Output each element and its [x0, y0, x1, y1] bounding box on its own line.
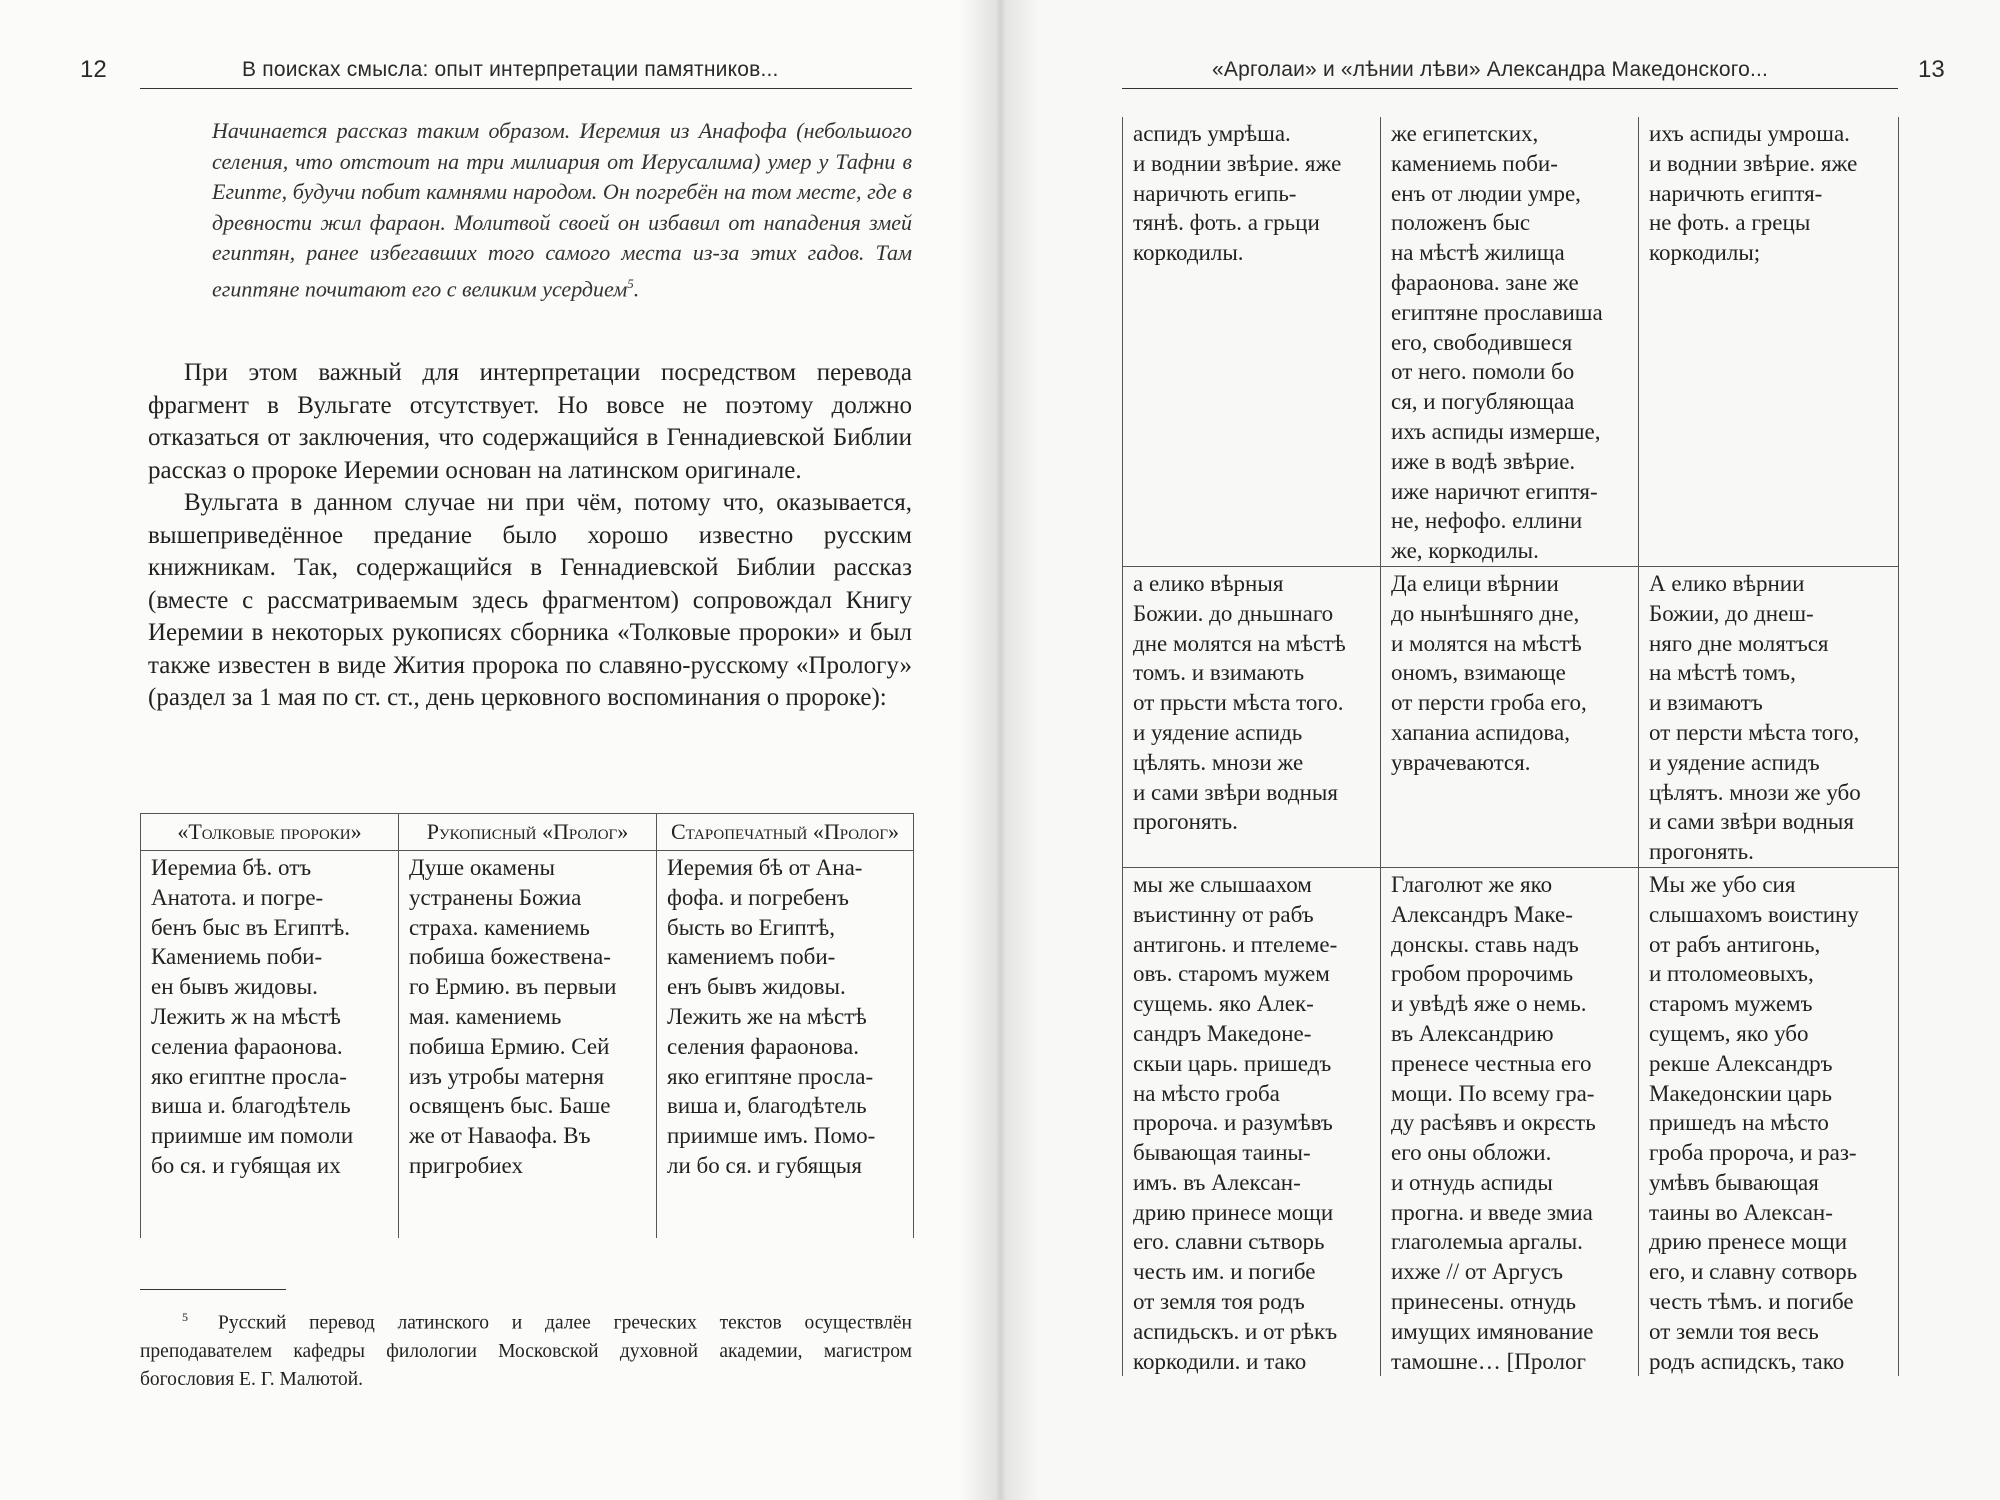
quote-text: Начинается рассказ таким образом. Иеремия из Анафофа (небольшого селения, что отстоит на три милиария от Иерусалима) умер у Тафни в Египте, будучи побит камнями народом. Он погребён на том месте, где в древности жил фараон. Молитвой своей он избавил от нападения змей египтян, ранее избегавших того самого места из-за этих гадов. Там египтяне почитают его с великим усердием	[212, 118, 912, 301]
cell-line: его оны обложи.	[1391, 1140, 1552, 1166]
cell-line: имущих имянование	[1391, 1318, 1594, 1344]
cell-line: ихже // от Аргусъ	[1391, 1259, 1564, 1285]
cell-line: на мѣстѣ томъ,	[1649, 660, 1796, 686]
cell-line: Глаголют же яко	[1391, 871, 1553, 897]
cell-line: же, коркодилы.	[1391, 538, 1539, 564]
table-cell	[1639, 566, 1899, 867]
cell-line: от земли тоя весь	[1649, 1318, 1819, 1344]
cell-line: мощи. По всему гра-	[1391, 1080, 1595, 1106]
cell-line: его, свободившеся	[1391, 329, 1573, 355]
table-row	[1123, 117, 1899, 566]
cell-line: рекше Александръ	[1649, 1050, 1833, 1076]
cell-line: коркодилы;	[1649, 240, 1761, 266]
cell-line: приимше имъ. Помо-	[667, 1123, 876, 1149]
cell-line: А елико вѣрнии	[1649, 570, 1805, 596]
table-cell	[1381, 867, 1639, 1376]
cell-line: тянѣ. фоть. а грьци	[1133, 210, 1320, 236]
cell-line: же египетских,	[1391, 121, 1539, 146]
column-header: Старопечатный «Пролог»	[657, 814, 914, 851]
cell-line: яко египтяне просла-	[667, 1063, 874, 1089]
column-header: «Толковые пророки»	[141, 814, 399, 851]
footnote	[140, 1303, 912, 1394]
table-cell	[1123, 117, 1381, 566]
cell-line: бывающая таины-	[1133, 1140, 1311, 1166]
cell-line: ли бо ся. и губящыя	[667, 1152, 862, 1178]
cell-line: камениемь поби-	[1391, 150, 1558, 176]
cell-line: и молятся на мѣстѣ	[1391, 630, 1582, 656]
cell-line: го Ермию. въ первыи	[409, 974, 617, 1000]
cell-line: виша и, благодѣтель	[667, 1093, 867, 1119]
cell-line: же от Наваофа. Въ	[409, 1123, 591, 1149]
paragraph: Вульгата в данном случае ни при чём, потому что, оказывается, вышеприведённое предание было хорошо известно русским книжникам. Так, содержащийся в Геннадиевской Библии рассказ (вместе с рассматриваемым здесь фрагментом) сопровождал Книгу Иеремии в некоторых рукописях сборника «Толковые пророки» и был также известен в виде Жития пророка по славяно-русскому «Прологу» (раздел за 1 мая по ст. ст., день церковного воспоминания о пророке):	[148, 489, 912, 711]
table-cell	[1381, 117, 1639, 566]
cell-line: пренесе честныа его	[1391, 1050, 1592, 1076]
cell-line: не, нефофо. еллини	[1391, 508, 1583, 534]
cell-line: дне молятся на мѣстѣ	[1133, 630, 1346, 656]
cell-line: и уядение аспидъ	[1649, 749, 1820, 775]
quote-end: .	[633, 275, 640, 301]
cell-line: от персти мѣста того,	[1649, 719, 1860, 745]
cell-line: тамошне… [Пролог	[1391, 1348, 1586, 1374]
table-row	[1123, 867, 1899, 1376]
cell-line: овъ. старомъ мужем	[1133, 961, 1330, 987]
cell-line: въ Александрию	[1391, 1020, 1554, 1046]
cell-line: цѣлятъ. мнози же убо	[1649, 779, 1861, 805]
cell-line: египтяне прославиша	[1391, 299, 1603, 325]
cell-line: гроба пророча, и раз-	[1649, 1140, 1857, 1166]
cell-line: изъ утробы матерня	[409, 1063, 605, 1089]
cell-line: ду расѣявъ и окрєсть	[1391, 1110, 1596, 1136]
cell-line: мы же слышаахом	[1133, 871, 1312, 897]
cell-line: на мѣстѣ жилища	[1391, 240, 1565, 266]
cell-line: Александръ Маке-	[1391, 901, 1573, 927]
table-header-row	[141, 814, 914, 851]
cell-line: имъ. въ Алексан-	[1133, 1169, 1301, 1195]
cell-line: иже наричют египтя-	[1391, 478, 1598, 504]
footnote-ref[interactable]: 5	[627, 275, 634, 291]
cell-line: Лежить же на мѣстѣ	[667, 1003, 867, 1029]
cell-line: ся, и погубляющаа	[1391, 389, 1575, 415]
page-number: 12	[80, 56, 107, 83]
cell-line: пророча. и разумѣвъ	[1133, 1110, 1333, 1136]
cell-line: коркодилы.	[1133, 240, 1244, 266]
cell-line: пригробиех	[409, 1152, 523, 1178]
cell-line: приимше им помоли	[151, 1123, 354, 1149]
cell-line: няго дне молятъся	[1649, 630, 1829, 656]
cell-line: селениа фараонова.	[151, 1033, 343, 1059]
cell-line: и отнудь аспиды	[1391, 1169, 1553, 1195]
cell-line: Божии. до дньшнаго	[1133, 600, 1334, 626]
cell-line: антигонь. и птелеме-	[1133, 931, 1338, 957]
cell-line: Душе окамены	[409, 855, 555, 880]
cell-line: томъ. и взимають	[1133, 660, 1305, 686]
cell-line: ен бывъ жидовы.	[151, 974, 318, 1000]
cell-line: сущемь. яко Алек-	[1133, 991, 1314, 1017]
table-cell	[399, 851, 657, 1239]
table-row	[141, 851, 914, 1239]
cell-line: от земля тоя родъ	[1133, 1289, 1305, 1315]
cell-line: честь им. и погибе	[1133, 1259, 1316, 1285]
comparison-table-continued	[1122, 117, 1899, 1376]
cell-line: яко египтне просла-	[151, 1063, 347, 1089]
cell-line: устранены Божиа	[409, 884, 582, 910]
header-rule	[140, 88, 912, 89]
cell-line: бысть во Египтѣ,	[667, 914, 835, 940]
cell-line: цѣлять. мнози же	[1133, 749, 1304, 775]
cell-line: бо ся. и губящая их	[151, 1152, 341, 1178]
footnote-text: Русский перевод латинского и далее греческих текстов осуществлён преподавателем кафедры филологии Московской духовной академии, магистром богословия Е. Г. Малютой.	[140, 1312, 912, 1390]
cell-line: Божии, до днеш-	[1649, 600, 1814, 626]
cell-line: донскы. ставь надъ	[1391, 931, 1579, 957]
cell-line: и воднии звѣрие. яже	[1133, 150, 1342, 176]
table-cell	[1123, 566, 1381, 867]
cell-line: побиша божествена-	[409, 944, 611, 970]
cell-line: глаголемыа аргалы.	[1391, 1229, 1583, 1255]
running-head: «Арголаи» и «лѣнии лѣви» Александра Македонского...	[1212, 58, 1769, 81]
cell-line: страха. камениемь	[409, 914, 590, 940]
cell-line: наричють египтя-	[1649, 180, 1823, 206]
cell-line: и уядение аспидь	[1133, 719, 1303, 745]
cell-line: аспидьскъ. и от рѣкъ	[1133, 1318, 1338, 1344]
table-cell	[1639, 867, 1899, 1376]
cell-line: Да елици вѣрнии	[1391, 570, 1559, 596]
cell-line: слышахомъ воистину	[1649, 901, 1859, 927]
cell-line: побиша Ермию. Сей	[409, 1033, 610, 1059]
cell-line: таины во Алексан-	[1649, 1199, 1833, 1225]
cell-line: ихъ аспиды измерше,	[1391, 418, 1601, 444]
cell-line: от него. помоли бо	[1391, 359, 1575, 385]
cell-line: старомъ мужемъ	[1649, 991, 1813, 1017]
cell-line: от рабъ антигонь,	[1649, 931, 1821, 957]
cell-line: и сами звѣри водныя	[1133, 779, 1338, 805]
cell-line: Камениемь поби-	[151, 944, 323, 970]
cell-line: умѣвъ бывающая	[1649, 1169, 1819, 1195]
cell-line: енъ от людии умре,	[1391, 180, 1581, 206]
table-cell	[1123, 867, 1381, 1376]
table-cell	[1381, 566, 1639, 867]
cell-line: пришедъ на мѣсто	[1649, 1110, 1829, 1136]
cell-line: и сами звѣри водныя	[1649, 809, 1854, 835]
cell-line: хапаниа аспидова,	[1391, 719, 1570, 745]
cell-line: бенъ быс въ Египтѣ.	[151, 914, 350, 940]
cell-line: въистинну от рабъ	[1133, 901, 1314, 927]
cell-line: его, и славну сотворь	[1649, 1259, 1858, 1285]
cell-line: прогна. и введе змиа	[1391, 1199, 1593, 1225]
cell-line: прогонять.	[1649, 839, 1754, 865]
cell-line: фараонова. зане же	[1391, 269, 1579, 295]
cell-line: честь тѣмъ. и погибе	[1649, 1289, 1854, 1315]
cell-line: его. славни сътворь	[1133, 1229, 1325, 1255]
cell-line: дрию пренесе мощи	[1649, 1229, 1848, 1255]
comparison-table	[140, 813, 914, 1238]
cell-line: коркодили. и тако	[1133, 1348, 1307, 1374]
paragraph: При этом важный для интерпретации посредством перевода фрагмент в Вульгате отсутствует. Но вовсе не поэтому должно отказаться от заключения, что содержащийся в Геннадиевской Библии рассказ о пророке Иеремии основан на латинском оригинале.	[148, 359, 912, 484]
cell-line: на мѣсто гроба	[1133, 1080, 1280, 1106]
table-cell	[1639, 117, 1899, 566]
cell-line: и увѣдѣ яже о немь.	[1391, 991, 1587, 1017]
cell-line: ономъ, взимающе	[1391, 660, 1566, 686]
table-cell	[657, 851, 914, 1239]
cell-line: и воднии звѣрие. яже	[1649, 150, 1858, 176]
cell-line: селения фараонова.	[667, 1033, 859, 1059]
cell-line: не фоть. а грецы	[1649, 210, 1811, 236]
cell-line: принесены. отнудь	[1391, 1289, 1576, 1315]
cell-line: от персти гроба его,	[1391, 690, 1587, 716]
cell-line: от прьсти мѣста того.	[1133, 690, 1344, 716]
cell-line: родъ аспидскъ, тако	[1649, 1348, 1845, 1374]
table-cell	[141, 851, 399, 1239]
cell-line: и взимаютъ	[1649, 690, 1763, 716]
cell-line: сущемъ, яко убо	[1649, 1020, 1809, 1046]
cell-line: наричють египь-	[1133, 180, 1297, 206]
cell-line: дрию принесе мощи	[1133, 1199, 1334, 1225]
cell-line: уврачеваются.	[1391, 749, 1531, 775]
header-rule	[1122, 88, 1898, 89]
cell-line: виша и. благодѣтель	[151, 1093, 351, 1119]
cell-line: Иеремиа бѣ. отъ	[151, 855, 312, 880]
page-number: 13	[1918, 56, 1945, 83]
cell-line: освященъ быс. Баше	[409, 1093, 611, 1119]
cell-line: до нынѣшняго дне,	[1391, 600, 1580, 626]
cell-line: Иеремия бѣ от Ана-	[667, 855, 863, 880]
footnote-number: 5	[182, 1310, 188, 1324]
cell-line: ихъ аспиды умроша.	[1649, 121, 1850, 146]
column-header: Рукописный «Пролог»	[399, 814, 657, 851]
cell-line: енъ бывъ жидовы.	[667, 974, 846, 1000]
cell-line: Лежить ж на мѣстѣ	[151, 1003, 341, 1029]
block-quote	[212, 116, 912, 304]
cell-line: мая. камениемь	[409, 1003, 562, 1029]
cell-line: и птоломеовыхъ,	[1649, 961, 1814, 987]
cell-line: камениемъ поби-	[667, 944, 836, 970]
cell-line: фофа. и погребенъ	[667, 884, 849, 910]
cell-line: Македонскии царь	[1649, 1080, 1832, 1106]
cell-line: иже в водѣ звѣрие.	[1391, 448, 1576, 474]
table-row	[1123, 566, 1899, 867]
cell-line: Мы же убо сия	[1649, 871, 1796, 897]
right-page	[1000, 0, 2000, 1500]
running-head: В поисках смысла: опыт интерпретации памятников...	[242, 58, 779, 81]
cell-line: гробом пророчимь	[1391, 961, 1574, 987]
cell-line: сандръ Македонe-	[1133, 1020, 1312, 1046]
body-text	[148, 357, 912, 715]
footnote-rule	[140, 1289, 286, 1290]
cell-line: аспидъ умрѣша.	[1133, 121, 1291, 146]
cell-line: а елико вѣрныя	[1133, 570, 1284, 596]
cell-line: Анатота. и погре-	[151, 884, 324, 910]
cell-line: скыи царь. пришедъ	[1133, 1050, 1332, 1076]
cell-line: прогонять.	[1133, 809, 1238, 835]
cell-line: положенъ быс	[1391, 210, 1531, 236]
